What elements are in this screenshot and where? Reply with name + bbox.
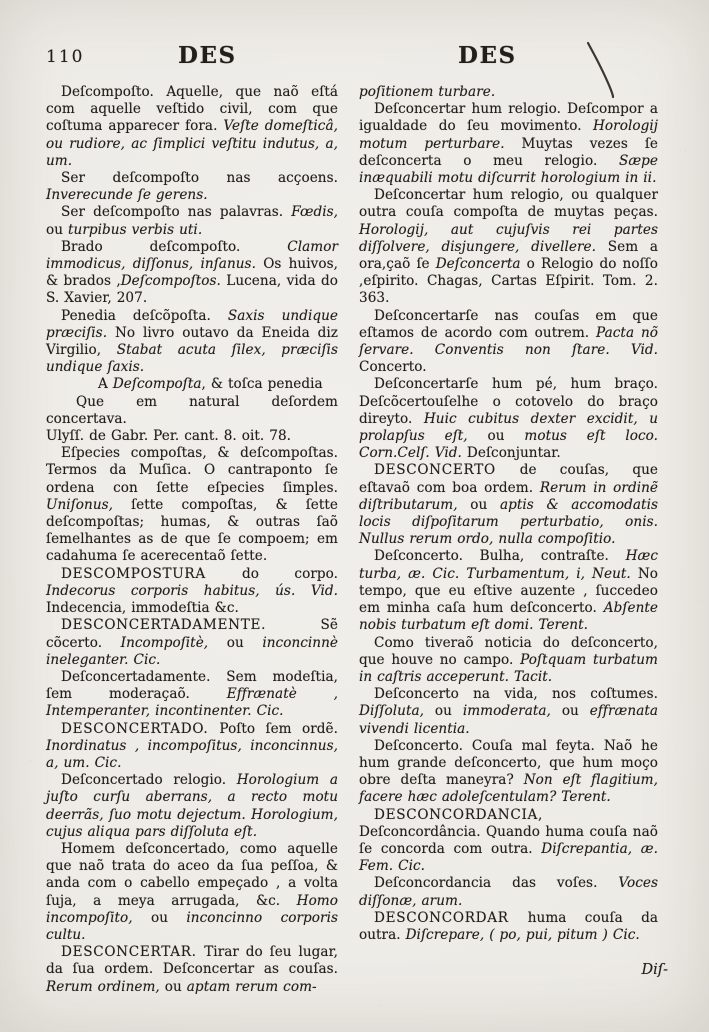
text-run: Deſconcordância. Quando huma couſa naõ ſe concorda com outra. bbox=[359, 823, 658, 857]
latin-italic-run: Saxis undique præciſis. bbox=[46, 307, 338, 341]
paragraph bbox=[46, 445, 338, 565]
text-run: de couſas, que eſtavaõ com boa ordem. bbox=[359, 462, 658, 496]
text-run: Muytas vezes ſe deſconcerta o meu relogio. bbox=[359, 135, 658, 169]
right-column bbox=[359, 84, 658, 944]
text-run: huma couſa da outra. bbox=[359, 909, 658, 943]
text-run: ou bbox=[151, 909, 187, 926]
text-run: ou bbox=[46, 221, 69, 238]
latin-italic-run: Inordinatus , incompoſitus, inconcinnus, a, um. Cic. bbox=[46, 737, 338, 771]
headword-run: DESCONCERTADAMENTE. bbox=[61, 617, 321, 634]
latin-italic-run: Horologij, aut cujuſvis rei partes diſſolvere, disjungere, divellere. bbox=[359, 221, 658, 255]
latin-italic-run: Horologij motum perturbare. bbox=[359, 118, 658, 152]
latin-italic-run: Abſente nobis turbatum eſt domi. Terent. bbox=[359, 600, 658, 634]
paragraph bbox=[359, 84, 658, 101]
left-column bbox=[46, 84, 338, 996]
paragraph bbox=[46, 669, 338, 721]
text-run: Deſconcertadamente. Sem modeſtia, ſem moderaçaõ. bbox=[46, 668, 338, 703]
text-run: Deſconcordancia das voſes. bbox=[374, 875, 619, 892]
text-run: Que em natural deſordem concertava. bbox=[46, 393, 338, 427]
paragraph bbox=[359, 686, 658, 738]
text-run: ou bbox=[487, 428, 525, 445]
text-run: Como tiveraõ noticia do deſconcerto, que houve no campo. bbox=[359, 634, 658, 668]
text-run: Ser deſcompoſto nas acçoens. bbox=[61, 170, 338, 187]
text-run: Homem deſconcertado, como aquelle que naõ trata do aceo da ſua peſſoa, & anda com o cabello empeçado , a volta ſuja, a meya arrugada, &c. bbox=[46, 840, 338, 909]
text-run: , & toſca penedia bbox=[201, 376, 323, 393]
text-run: Brado deſcompoſto. bbox=[61, 238, 288, 255]
text-run: Deſconcerto. Bulha, contraſte. bbox=[374, 548, 626, 565]
text-run: No tempo, que eu eſtive auzente , ſuccedeo em minha caſa hum deſconcerto. bbox=[359, 565, 658, 617]
latin-italic-run: Non eſt flagitium, facere hæc adoleſcentulam? Terent. bbox=[359, 772, 658, 806]
latin-italic-run: Stabat acuta ſilex, præciſis undique ſaxis. bbox=[46, 342, 338, 376]
text-run: No livro outavo da Eneida diz Virgilio, bbox=[46, 324, 338, 359]
text-run: do corpo. bbox=[241, 565, 338, 582]
latin-italic-run: Incompoſitè, bbox=[120, 634, 227, 651]
latin-italic-run: Voces diſſonæ, arum. bbox=[359, 875, 658, 909]
headword-run: DESCONCORDAR bbox=[374, 909, 528, 926]
paragraph bbox=[46, 308, 338, 377]
text-run: Deſconcerto. Couſa mal feyta. Naõ he hum grande deſconcerto, que hum moço obre deſta maneyra? bbox=[359, 737, 658, 789]
latin-italic-run: motus eſt loco. Corn.Celſ. Vid. bbox=[359, 428, 658, 462]
scan-noise bbox=[0, 0, 1, 1]
latin-italic-run: Diſcrepantia, æ. Fem. Cic. bbox=[359, 840, 658, 875]
latin-italic-run: turpibus verbis uti. bbox=[68, 221, 203, 238]
paragraph bbox=[46, 376, 338, 393]
text-run: A bbox=[98, 376, 113, 393]
paragraph bbox=[359, 462, 658, 548]
headword-run: DESCONCERTO bbox=[374, 462, 520, 479]
text-run: Deſconcerto na vida, nos coſtumes. bbox=[374, 686, 658, 703]
latin-italic-run: Inverecunde ſe gerens. bbox=[46, 187, 208, 204]
latin-italic-run: aptis & accomodatis locis diſpoſitarum perturbatio, onis. Nullus rerum ordo, nulla compoſitio. bbox=[359, 496, 658, 548]
latin-italic-run: Horologium a juſto curſu aberrans, a recto motu deerrãs, ſuo motu dejectum. Horologium, cujus aliqua pars diſſoluta eſt. bbox=[46, 772, 338, 840]
text-run: Deſconcertarſe hum pé, hum braço. Deſcõcertouſelhe o cotovelo do braço direyto. bbox=[359, 376, 658, 427]
paragraph bbox=[46, 84, 338, 170]
text-run: ſette compoſtas, & ſette deſcompoſtas; humas, & outras ſaõ ſemelhantes as de que ſe compoem; em cadahuma ſe acerecentaõ ſette. bbox=[46, 496, 338, 565]
latin-italic-run: Diſſoluta, bbox=[359, 703, 435, 720]
text-run: Ser deſcompoſto nas palavras. bbox=[61, 204, 292, 221]
paragraph bbox=[46, 204, 338, 238]
latin-italic-run: Clamor immodicus, diſſonus, inſanus. bbox=[46, 238, 338, 273]
paragraph bbox=[46, 772, 338, 841]
latin-italic-run: Deſcompoſtos. bbox=[120, 273, 227, 290]
text-run: Sem a ora,çaõ ſe bbox=[359, 238, 659, 273]
latin-italic-run: Uniſonus, bbox=[46, 496, 132, 513]
latin-italic-run: Veſte domeſticâ, ou rudiore, ac ſimplici veſtitu indutus, a, um. bbox=[46, 118, 338, 169]
paragraph bbox=[359, 376, 658, 462]
headword-run: DESCONCORDANCIA, bbox=[374, 806, 544, 823]
latin-italic-run: Hæc turba, æ. Cic. Turbamentum, i, Neut. bbox=[359, 548, 658, 582]
latin-italic-run: Huic cubitus dexter excidit, u prolapſus eſt, bbox=[359, 410, 658, 445]
text-run: Deſconcertarſe nas couſas em que eſtamos de acordo com outrem. bbox=[359, 307, 658, 341]
latin-italic-run: Homo incompoſito, bbox=[46, 892, 338, 926]
headword-run: DESCONCERTAR. bbox=[61, 944, 205, 961]
page-number: 110 bbox=[46, 47, 85, 67]
text-run: ou bbox=[434, 703, 463, 720]
text-run: Penedia deſcõpoſta. bbox=[61, 307, 228, 324]
text-run: Ulyſſ. de Gabr. Per. cant. 8. oit. 78. bbox=[46, 428, 292, 445]
latin-italic-run: Poſtquam turbatum in caſtris acceperunt. Tacit. bbox=[359, 651, 658, 685]
paragraph bbox=[359, 738, 658, 807]
latin-italic-run: inconcinnè ineleganter. Cic. bbox=[46, 634, 339, 668]
paragraph bbox=[46, 721, 338, 773]
paragraph bbox=[46, 566, 338, 618]
paragraph bbox=[359, 187, 658, 307]
latin-italic-run: immoderata, bbox=[462, 703, 562, 720]
latin-italic-run: Indecorus corporis habitus, ús. Vid. bbox=[46, 582, 338, 599]
text-run: Deſconjuntar. bbox=[466, 445, 561, 462]
text-run: Lucena, vida do S. Xavier, 207. bbox=[46, 273, 338, 307]
paragraph bbox=[359, 101, 658, 187]
text-run: o Relogio do noſſo ,eſpirito. Chagas, Cartas Eſpirit. Tom. 2. 363. bbox=[359, 256, 658, 307]
paragraph bbox=[359, 807, 658, 876]
text-run: Deſconcertado relogio. bbox=[61, 772, 237, 789]
paragraph bbox=[46, 428, 338, 445]
text-run: Eſpecies compoſtas, & deſcompoſtas. Termos da Muſica. O cantraponto ſe ordena con ſette eſpecies ſimples. bbox=[46, 445, 338, 496]
text-run: ou bbox=[164, 978, 187, 995]
text-run: Os huivos, & brados , bbox=[46, 256, 338, 290]
text-run: Deſcompoſto. Aquelle, que naõ eſtá com aquelle veſtido civil, com que coſtuma apparecer fora. bbox=[46, 84, 338, 135]
paragraph bbox=[359, 910, 658, 944]
latin-italic-run: aptam rerum com- bbox=[186, 978, 317, 995]
paragraph bbox=[359, 548, 658, 634]
paragraph bbox=[46, 617, 338, 669]
latin-italic-run: Rerum ordinem, bbox=[46, 978, 165, 995]
headword-run: DESCONCERTADO. bbox=[61, 720, 220, 737]
latin-italic-run: Rerum in ordinẽ diſtributarum, bbox=[359, 479, 659, 513]
paragraph bbox=[359, 308, 658, 377]
text-run: Sẽ cõcerto. bbox=[46, 617, 338, 651]
latin-italic-run: effrænata vivendi licentia. bbox=[359, 703, 659, 737]
latin-italic-run: Diſcrepare, ( po, pui, pitum ) Cic. bbox=[405, 926, 640, 943]
latin-italic-run: inconcinno corporis cultu. bbox=[46, 909, 338, 943]
latin-italic-run: Pacta nõ ſervare. Conventis non ſtare. Vid. bbox=[359, 324, 658, 359]
latin-italic-run: Deſconcerta bbox=[435, 256, 527, 273]
paragraph bbox=[359, 875, 658, 909]
latin-italic-run: poſitionem turbare. bbox=[359, 84, 496, 100]
text-run: Poſto ſem ordẽ. bbox=[219, 720, 338, 737]
text-run: ou bbox=[226, 634, 263, 651]
latin-italic-run: Deſcompoſta bbox=[112, 376, 202, 393]
text-run: ou bbox=[561, 703, 590, 720]
running-head-left: DES bbox=[178, 42, 237, 69]
latin-italic-run: Effrænatè , Intemperanter, incontinenter. Cic. bbox=[46, 686, 339, 720]
paragraph bbox=[46, 944, 338, 996]
text-run: Deſconcertar hum relogio. Deſcompor a igualdade do ſeu movimento. bbox=[359, 101, 658, 135]
paragraph bbox=[46, 170, 338, 204]
text-run: ou bbox=[470, 496, 500, 513]
latin-italic-run: Fœdis, bbox=[291, 204, 338, 221]
text-run: Tirar do ſeu lugar, da ſua ordem. Deſconcertar as couſas. bbox=[46, 944, 338, 978]
paragraph bbox=[46, 239, 338, 308]
running-head-right: DES bbox=[458, 42, 517, 69]
catchword: Diſ- bbox=[641, 962, 668, 978]
text-run: Concerto. bbox=[359, 359, 427, 376]
latin-italic-run: Sæpe inæquabili motu diſcurrit horologium in ii. bbox=[359, 152, 658, 187]
headword-run: DESCOMPOSTURA bbox=[61, 565, 242, 582]
paragraph bbox=[46, 841, 338, 944]
paragraph bbox=[359, 635, 658, 687]
text-run: Deſconcertar hum relogio, ou qualquer outra couſa compoſta de muytas peças. bbox=[359, 187, 658, 221]
paragraph bbox=[46, 394, 338, 428]
text-run: Indecencia, immodeſtia &c. bbox=[46, 600, 239, 617]
